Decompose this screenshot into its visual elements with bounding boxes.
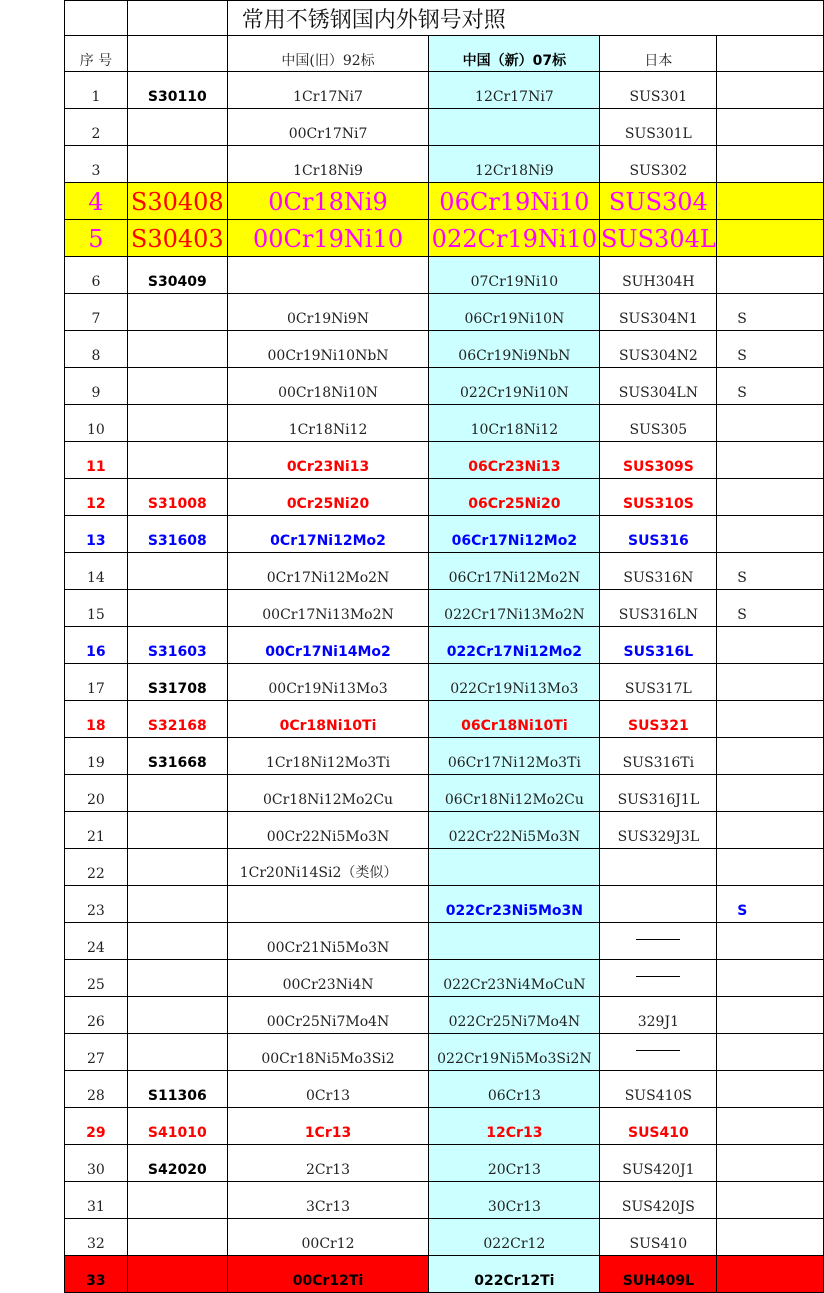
extra-grade[interactable]	[717, 1182, 824, 1219]
jp-grade[interactable]	[600, 923, 717, 960]
cn-old-grade[interactable]: 3Cr13	[227, 1182, 429, 1219]
uns-code[interactable]	[127, 109, 227, 146]
cn-old-grade[interactable]: 0Cr25Ni20	[227, 479, 429, 516]
header-extra[interactable]	[717, 36, 824, 72]
row-no[interactable]: 25	[65, 960, 128, 997]
cn-old-grade[interactable]: 1Cr18Ni9	[227, 146, 429, 183]
cn-new-grade[interactable]: 022Cr19Ni10N	[429, 368, 600, 405]
cn-old-grade[interactable]: 0Cr18Ni12Mo2Cu	[227, 775, 429, 812]
cn-new-grade[interactable]: 06Cr25Ni20	[429, 479, 600, 516]
jp-grade[interactable]: SUS309S	[600, 442, 717, 479]
header-cn-old[interactable]: 中国(旧）92标	[227, 36, 429, 72]
cn-old-grade[interactable]: 00Cr21Ni5Mo3N	[227, 923, 429, 960]
row-no[interactable]: 21	[65, 812, 128, 849]
uns-code[interactable]: S31603	[127, 627, 227, 664]
row-no[interactable]: 27	[65, 1034, 128, 1071]
uns-code[interactable]	[127, 146, 227, 183]
uns-code[interactable]: S42020	[127, 1145, 227, 1182]
table-row	[65, 1145, 824, 1182]
extra-grade[interactable]	[717, 220, 824, 257]
extra-grade[interactable]	[717, 812, 824, 849]
cn-old-grade[interactable]: 0Cr18Ni9	[227, 183, 429, 220]
cn-old-grade[interactable]: 00Cr17Ni7	[227, 109, 429, 146]
header-no[interactable]: 序 号	[65, 36, 128, 72]
extra-grade[interactable]	[717, 664, 824, 701]
table-row	[65, 886, 824, 923]
cn-old-grade[interactable]	[227, 257, 429, 294]
jp-grade[interactable]: SUS317L	[600, 664, 717, 701]
row-no[interactable]: 28	[65, 1071, 128, 1108]
jp-grade[interactable]: SUS316Ti	[600, 738, 717, 775]
jp-grade[interactable]	[600, 1034, 717, 1071]
extra-grade[interactable]	[717, 183, 824, 220]
cn-new-grade[interactable]: 06Cr17Ni12Mo2	[429, 516, 600, 553]
jp-grade[interactable]: 329J1	[600, 997, 717, 1034]
extra-grade[interactable]	[717, 146, 824, 183]
cn-old-grade[interactable]: 0Cr17Ni12Mo2	[227, 516, 429, 553]
row-no[interactable]: 6	[65, 257, 128, 294]
table-row	[65, 960, 824, 997]
uns-code[interactable]: S30409	[127, 257, 227, 294]
table-row	[65, 368, 824, 405]
uns-code[interactable]	[127, 294, 227, 331]
extra-grade[interactable]	[717, 997, 824, 1034]
row-no[interactable]: 18	[65, 701, 128, 738]
uns-code[interactable]: S31708	[127, 664, 227, 701]
row-no[interactable]: 2	[65, 109, 128, 146]
table-row	[65, 923, 824, 960]
cn-old-grade[interactable]: 0Cr18Ni10Ti	[227, 701, 429, 738]
row-no[interactable]: 3	[65, 146, 128, 183]
row-no[interactable]: 24	[65, 923, 128, 960]
cn-old-grade[interactable]: 1Cr18Ni12Mo3Ti	[227, 738, 429, 775]
jp-grade[interactable]: SUS316	[600, 516, 717, 553]
extra-grade[interactable]	[717, 1034, 824, 1071]
table-row	[65, 109, 824, 146]
row-no[interactable]: 19	[65, 738, 128, 775]
cn-new-grade[interactable]: 022Cr17Ni13Mo2N	[429, 590, 600, 627]
row-no[interactable]: 14	[65, 553, 128, 590]
table-row	[65, 220, 824, 257]
table-row	[65, 997, 824, 1034]
cn-old-grade[interactable]: 00Cr23Ni4N	[227, 960, 429, 997]
table-row	[65, 812, 824, 849]
cn-new-grade[interactable]: 20Cr13	[429, 1145, 600, 1182]
extra-grade[interactable]	[717, 516, 824, 553]
jp-grade[interactable]: SUS301	[600, 72, 717, 109]
jp-grade[interactable]: SUS304N1	[600, 294, 717, 331]
row-no[interactable]: 30	[65, 1145, 128, 1182]
cn-new-grade[interactable]: 022Cr17Ni12Mo2	[429, 627, 600, 664]
jp-grade[interactable]: SUS310S	[600, 479, 717, 516]
row-no[interactable]: 11	[65, 442, 128, 479]
table-row	[65, 72, 824, 109]
uns-code[interactable]: S31608	[127, 516, 227, 553]
table-row	[65, 294, 824, 331]
cn-new-grade[interactable]: 06Cr17Ni12Mo2N	[429, 553, 600, 590]
cn-old-grade[interactable]: 00Cr12	[227, 1219, 429, 1256]
extra-grade[interactable]	[717, 1256, 824, 1293]
uns-code[interactable]	[127, 849, 227, 886]
cn-new-grade[interactable]: 022Cr23Ni5Mo3N	[429, 886, 600, 923]
extra-grade[interactable]	[717, 1071, 824, 1108]
cn-new-grade[interactable]: 06Cr18Ni10Ti	[429, 701, 600, 738]
row-no[interactable]: 15	[65, 590, 128, 627]
table-row	[65, 701, 824, 738]
jp-grade[interactable]: SUS302	[600, 146, 717, 183]
uns-code[interactable]	[127, 997, 227, 1034]
jp-grade[interactable]: SUS420J1	[600, 1145, 717, 1182]
jp-grade[interactable]: SUS301L	[600, 109, 717, 146]
cn-new-grade[interactable]: 022Cr12Ti	[429, 1256, 600, 1293]
row-no[interactable]: 16	[65, 627, 128, 664]
extra-grade[interactable]	[717, 1145, 824, 1182]
table-row	[65, 1219, 824, 1256]
uns-code[interactable]	[127, 923, 227, 960]
row-no[interactable]: 5	[65, 220, 128, 257]
jp-grade[interactable]: SUS316LN	[600, 590, 717, 627]
row-no[interactable]: 31	[65, 1182, 128, 1219]
cn-old-grade[interactable]: 00Cr17Ni13Mo2N	[227, 590, 429, 627]
cn-old-grade[interactable]: 1Cr13	[227, 1108, 429, 1145]
row-no[interactable]: 12	[65, 479, 128, 516]
jp-grade[interactable]: SUS410	[600, 1219, 717, 1256]
cn-new-grade[interactable]: 10Cr18Ni12	[429, 405, 600, 442]
spreadsheet	[64, 0, 824, 1289]
row-no[interactable]: 7	[65, 294, 128, 331]
uns-code[interactable]: S32168	[127, 701, 227, 738]
jp-grade[interactable]: SUS304	[600, 183, 717, 220]
table-row	[65, 331, 824, 368]
dash-line-icon	[636, 976, 680, 977]
extra-grade[interactable]	[717, 738, 824, 775]
row-no[interactable]: 22	[65, 849, 128, 886]
jp-grade[interactable]: SUS329J3L	[600, 812, 717, 849]
title-blank-1[interactable]	[65, 1, 128, 36]
cn-old-grade[interactable]: 2Cr13	[227, 1145, 429, 1182]
cn-new-grade[interactable]	[429, 923, 600, 960]
title-blank-2[interactable]	[127, 1, 227, 36]
uns-code[interactable]	[127, 1219, 227, 1256]
jp-grade[interactable]: SUH304H	[600, 257, 717, 294]
cn-new-grade[interactable]: 12Cr17Ni7	[429, 72, 600, 109]
cn-old-grade[interactable]: 00Cr12Ti	[227, 1256, 429, 1293]
uns-code[interactable]: S31008	[127, 479, 227, 516]
table-row	[65, 1071, 824, 1108]
jp-grade[interactable]	[600, 849, 717, 886]
jp-grade[interactable]: SUH409L	[600, 1256, 717, 1293]
header-japan[interactable]: 日本	[600, 36, 717, 72]
table-row	[65, 627, 824, 664]
row-no[interactable]: 29	[65, 1108, 128, 1145]
extra-grade[interactable]	[717, 442, 824, 479]
row-no[interactable]: 8	[65, 331, 128, 368]
row-no[interactable]: 10	[65, 405, 128, 442]
extra-grade[interactable]: S	[717, 368, 824, 405]
extra-grade[interactable]: S	[717, 294, 824, 331]
jp-grade[interactable]: SUS316J1L	[600, 775, 717, 812]
table-row	[65, 1256, 824, 1293]
cn-new-grade[interactable]	[429, 849, 600, 886]
row-no[interactable]: 9	[65, 368, 128, 405]
jp-grade[interactable]: SUS305	[600, 405, 717, 442]
extra-grade[interactable]	[717, 1219, 824, 1256]
table-row	[65, 183, 824, 220]
cn-new-grade[interactable]: 30Cr13	[429, 1182, 600, 1219]
table-row	[65, 146, 824, 183]
cn-new-grade[interactable]	[429, 109, 600, 146]
uns-code[interactable]	[127, 553, 227, 590]
uns-code[interactable]	[127, 960, 227, 997]
row-no[interactable]: 13	[65, 516, 128, 553]
uns-code[interactable]	[127, 775, 227, 812]
uns-code[interactable]: S30408	[127, 183, 227, 220]
row-no[interactable]: 23	[65, 886, 128, 923]
cn-new-grade[interactable]: 06Cr18Ni12Mo2Cu	[429, 775, 600, 812]
cn-old-grade[interactable]: 00Cr17Ni14Mo2	[227, 627, 429, 664]
extra-grade[interactable]: S	[717, 331, 824, 368]
table-row	[65, 1182, 824, 1219]
table-row	[65, 479, 824, 516]
cn-new-grade[interactable]: 06Cr17Ni12Mo3Ti	[429, 738, 600, 775]
cn-old-grade[interactable]: 1Cr17Ni7	[227, 72, 429, 109]
table-row	[65, 775, 824, 812]
cn-new-grade[interactable]: 022Cr19Ni13Mo3	[429, 664, 600, 701]
cn-old-grade[interactable]: 0Cr17Ni12Mo2N	[227, 553, 429, 590]
cn-old-grade[interactable]: 00Cr19Ni10NbN	[227, 331, 429, 368]
extra-grade[interactable]	[717, 72, 824, 109]
uns-code[interactable]: S11306	[127, 1071, 227, 1108]
table-row	[65, 405, 824, 442]
cn-new-grade[interactable]: 12Cr13	[429, 1108, 600, 1145]
extra-grade[interactable]: S	[717, 553, 824, 590]
row-no[interactable]: 17	[65, 664, 128, 701]
cn-old-grade[interactable]: 00Cr25Ni7Mo4N	[227, 997, 429, 1034]
jp-grade[interactable]: SUS316N	[600, 553, 717, 590]
row-no[interactable]: 20	[65, 775, 128, 812]
uns-code[interactable]: S30110	[127, 72, 227, 109]
table-row	[65, 664, 824, 701]
cn-old-grade[interactable]: 0Cr23Ni13	[227, 442, 429, 479]
row-no[interactable]: 33	[65, 1256, 128, 1293]
cn-new-grade[interactable]: 06Cr23Ni13	[429, 442, 600, 479]
uns-code[interactable]	[127, 590, 227, 627]
cn-new-grade[interactable]: 06Cr19Ni10	[429, 183, 600, 220]
uns-code[interactable]	[127, 331, 227, 368]
cn-new-grade[interactable]: 022Cr12	[429, 1219, 600, 1256]
row-no[interactable]: 32	[65, 1219, 128, 1256]
row-no[interactable]: 26	[65, 997, 128, 1034]
dash-line-icon	[636, 939, 680, 940]
uns-code[interactable]	[127, 886, 227, 923]
table-row	[65, 849, 824, 886]
extra-grade[interactable]	[717, 1108, 824, 1145]
table-row	[65, 1034, 824, 1071]
table-row	[65, 1108, 824, 1145]
jp-grade[interactable]: SUS304LN	[600, 368, 717, 405]
steel-grade-table	[64, 0, 824, 1293]
cn-new-grade[interactable]: 06Cr13	[429, 1071, 600, 1108]
table-row	[65, 553, 824, 590]
cn-new-grade[interactable]: 022Cr23Ni4MoCuN	[429, 960, 600, 997]
cn-new-grade[interactable]: 022Cr19Ni10	[429, 220, 600, 257]
cn-new-grade[interactable]: 06Cr19Ni9NbN	[429, 331, 600, 368]
cn-old-grade[interactable]: 1Cr20Ni14Si2（类似）	[227, 849, 429, 886]
jp-grade[interactable]: SUS410S	[600, 1071, 717, 1108]
jp-grade[interactable]	[600, 960, 717, 997]
extra-grade[interactable]	[717, 257, 824, 294]
extra-grade[interactable]	[717, 479, 824, 516]
extra-grade[interactable]	[717, 923, 824, 960]
cn-new-grade[interactable]: 07Cr19Ni10	[429, 257, 600, 294]
uns-code[interactable]	[127, 1182, 227, 1219]
cn-old-grade[interactable]	[227, 886, 429, 923]
table-row	[65, 590, 824, 627]
row-no[interactable]: 4	[65, 183, 128, 220]
extra-grade[interactable]: S	[717, 886, 824, 923]
cn-new-grade[interactable]: 022Cr19Ni5Mo3Si2N	[429, 1034, 600, 1071]
jp-grade[interactable]: SUS304N2	[600, 331, 717, 368]
cn-old-grade[interactable]: 00Cr19Ni13Mo3	[227, 664, 429, 701]
jp-grade[interactable]: SUS321	[600, 701, 717, 738]
cn-old-grade[interactable]: 00Cr19Ni10	[227, 220, 429, 257]
extra-grade[interactable]	[717, 960, 824, 997]
cn-new-grade[interactable]: 022Cr22Ni5Mo3N	[429, 812, 600, 849]
jp-grade[interactable]: SUS316L	[600, 627, 717, 664]
jp-grade[interactable]: SUS410	[600, 1108, 717, 1145]
cn-old-grade[interactable]: 0Cr13	[227, 1071, 429, 1108]
table-row	[65, 442, 824, 479]
dash-line-icon	[636, 1050, 680, 1051]
extra-grade[interactable]	[717, 405, 824, 442]
uns-code[interactable]	[127, 405, 227, 442]
uns-code[interactable]	[127, 368, 227, 405]
extra-grade[interactable]	[717, 109, 824, 146]
cn-old-grade[interactable]: 00Cr18Ni5Mo3Si2	[227, 1034, 429, 1071]
jp-grade[interactable]: SUS304L	[600, 220, 717, 257]
header-cn-new[interactable]: 中国（新）07标	[429, 36, 600, 72]
jp-grade[interactable]	[600, 886, 717, 923]
table-row	[65, 516, 824, 553]
cn-old-grade[interactable]: 1Cr18Ni12	[227, 405, 429, 442]
cn-new-grade[interactable]: 06Cr19Ni10N	[429, 294, 600, 331]
cn-old-grade[interactable]: 00Cr18Ni10N	[227, 368, 429, 405]
cn-old-grade[interactable]: 0Cr19Ni9N	[227, 294, 429, 331]
uns-code[interactable]	[127, 1034, 227, 1071]
jp-grade[interactable]: SUS420JS	[600, 1182, 717, 1219]
uns-code[interactable]: S41010	[127, 1108, 227, 1145]
extra-grade[interactable]	[717, 701, 824, 738]
table-row	[65, 738, 824, 775]
table-row	[65, 257, 824, 294]
uns-code[interactable]: S31668	[127, 738, 227, 775]
extra-grade[interactable]	[717, 775, 824, 812]
sheet-title[interactable]: 常用不锈钢国内外钢号对照	[227, 1, 823, 36]
header-uns[interactable]	[127, 36, 227, 72]
uns-code[interactable]	[127, 442, 227, 479]
uns-code[interactable]: S30403	[127, 220, 227, 257]
extra-grade[interactable]	[717, 627, 824, 664]
uns-code[interactable]	[127, 1256, 227, 1293]
extra-grade[interactable]	[717, 849, 824, 886]
cn-old-grade[interactable]: 00Cr22Ni5Mo3N	[227, 812, 429, 849]
row-no[interactable]: 1	[65, 72, 128, 109]
extra-grade[interactable]: S	[717, 590, 824, 627]
cn-new-grade[interactable]: 12Cr18Ni9	[429, 146, 600, 183]
uns-code[interactable]	[127, 812, 227, 849]
cn-new-grade[interactable]: 022Cr25Ni7Mo4N	[429, 997, 600, 1034]
